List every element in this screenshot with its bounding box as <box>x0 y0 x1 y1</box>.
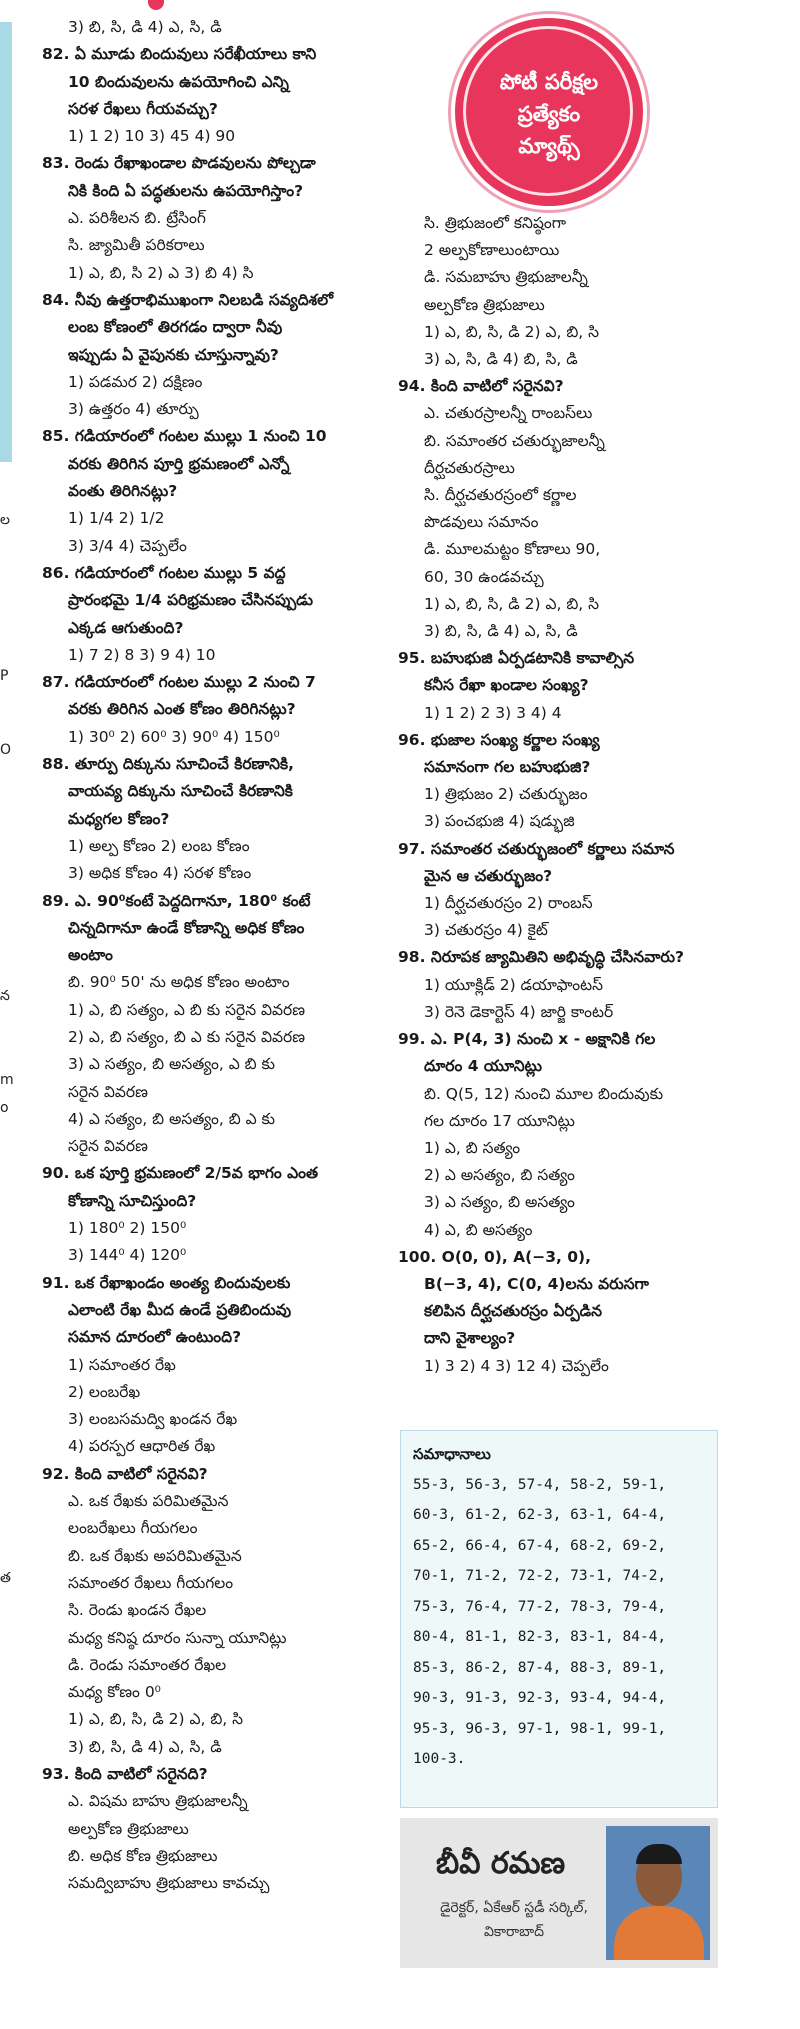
text-line: 3) చతురస్రం 4) కైట్ <box>424 921 548 940</box>
text-line: సి. దీర్ఘచతురస్రంలో కర్ణాల <box>424 486 577 505</box>
text-line: 3) ఎ సత్యం, బి అసత్యం <box>424 1193 575 1212</box>
question-line: దాని వైశాల్యం? <box>424 1329 516 1348</box>
answers-title: సమాధానాలు <box>413 1445 491 1463</box>
text-line: 1) 1 2) 10 3) 45 4) 90 <box>68 127 236 146</box>
question-line: 88. తూర్పు దిక్కును సూచించే కిరణానికి, <box>42 755 294 774</box>
text-line: సరైన వివరణ <box>68 1082 148 1101</box>
question-line: వరకు తిరిగిన ఎంత కోణం తిరిగినట్లు? <box>68 700 296 719</box>
text-line: బి. సమాంతర చతుర్భుజాలన్నీ <box>424 431 605 450</box>
author-photo <box>606 1826 710 1960</box>
question-line: 89. ఎ. 90⁰కంటే పెద్దదిగానూ, 180⁰ కంటే <box>42 891 311 910</box>
text-line: 1) అల్ప కోణం 2) లంబ కోణం <box>68 836 250 855</box>
text-line: 4) పరస్పర ఆధారిత రేఖ <box>68 1437 216 1456</box>
question-line: 95. బహుభుజి ఏర్పడటానికి కావాల్సిన <box>398 649 635 668</box>
answer-row: 75-3, 76-4, 77-2, 78-3, 79-4, <box>413 1598 667 1615</box>
question-line: 87. గడియారంలో గంటల ముల్లు 2 నుంచి 7 <box>42 673 316 692</box>
gutter-fragment: m <box>0 1072 14 1088</box>
question-line: వంతు తిరిగినట్లు? <box>68 482 178 501</box>
badge-line-1: పోటీ పరీక్షల <box>499 70 599 94</box>
question-line: 96. భుజాల సంఖ్య కర్ణాల సంఖ్య <box>398 730 600 749</box>
text-line: బి. ఒక రేఖకు అపరిమితమైన <box>68 1546 242 1565</box>
gutter-fragment: O <box>0 742 12 758</box>
badge-line-2: ప్రత్యేకం <box>517 102 581 126</box>
text-line: 1) ఎ, బి, సి, డి 2) ఎ, బి, సి <box>424 322 600 341</box>
question-line: 86. గడియారంలో గంటల ముల్లు 5 వద్ద <box>42 563 286 582</box>
text-line: గల దూరం 17 యూనిట్లు <box>424 1111 575 1130</box>
gutter-fragment: న <box>0 988 10 1004</box>
left-column <box>42 14 382 1897</box>
question-line: 93. కింది వాటిలో సరైనది? <box>42 1765 208 1783</box>
question-line: 97. సమాంతర చతుర్భుజంలో కర్ణాలు సమాన <box>398 839 675 858</box>
gutter-fragment: ల <box>0 512 10 528</box>
text-line: 1) పడమర 2) దక్షిణం <box>68 372 203 391</box>
text-line: 3) బి, సి, డి 4) ఎ, సి, డి <box>424 622 578 641</box>
text-line: దీర్ఘచతురస్రాలు <box>424 458 515 477</box>
gutter-fragment: P <box>0 668 9 684</box>
question-line: 82. ఏ మూడు బిందువులు సరేఖీయాలు కాని <box>42 45 317 64</box>
text-line: లంబరేఖలు గీయగలం <box>68 1519 198 1538</box>
text-line: 3) బి, సి, డి 4) ఎ, సి, డి <box>68 18 222 36</box>
text-line: 4) ఎ సత్యం, బి అసత్యం, బి ఎ కు <box>68 1109 276 1128</box>
text-line: మధ్య కోణం 0⁰ <box>68 1683 161 1702</box>
text-line: 1) త్రిభుజం 2) చతుర్భుజం <box>424 785 588 804</box>
left-gutter <box>0 0 14 2029</box>
text-line: 3) ఎ, సి, డి 4) బి, సి, డి <box>424 350 578 369</box>
text-line: సి. జ్యామితీ పరికరాలు <box>68 236 205 255</box>
question-line: 98. నిరూపక జ్యామితిని అభివృద్ధి చేసినవారు? <box>398 948 684 967</box>
text-line: ఎ. ఒక రేఖకు పరిమితమైన <box>68 1492 229 1511</box>
answer-row: 90-3, 91-3, 92-3, 93-4, 94-4, <box>413 1690 667 1706</box>
question-line: ఎక్కడ ఆగుతుంది? <box>68 618 184 637</box>
photo-shirt <box>614 1906 704 1960</box>
text-line: 3) లంబసమద్వి ఖండన రేఖ <box>68 1410 238 1429</box>
question-line: 85. గడియారంలో గంటల ముల్లు 1 నుంచి 10 <box>42 427 327 446</box>
text-line: 1) సమాంతర రేఖ <box>68 1355 176 1374</box>
text-line: 1) ఎ, బి సత్యం, ఎ బి కు సరైన వివరణ <box>68 1000 306 1019</box>
question-line: 94. కింది వాటిలో సరైనవి? <box>398 377 564 396</box>
text-line: 1) ఎ, బి, సి, డి 2) ఎ, బి, సి <box>68 1710 244 1729</box>
question-line: ఎలాంటి రేఖ మీద ఉండే ప్రతిబిందువు <box>68 1300 292 1319</box>
text-line: డి. మూలమట్టం కోణాలు 90, <box>424 540 601 559</box>
text-line: సి. త్రిభుజంలో కనిష్ఠంగా <box>424 214 567 232</box>
question-line: అంటాం <box>68 946 113 965</box>
author-designation: డైరెక్టర్, ఏకేఆర్ స్టడీ సర్కిల్, <box>440 1900 588 1916</box>
question-line: సమాన దూరంలో ఉంటుంది? <box>68 1328 242 1347</box>
text-line: 1) దీర్ఘచతురస్రం 2) రాంబస్ <box>424 894 593 913</box>
text-line: సరైన వివరణ <box>68 1137 148 1156</box>
author-name: బీవీ రమణ <box>436 1846 566 1881</box>
text-line: డి. రెండు సమాంతర రేఖల <box>68 1655 227 1674</box>
question-line: 90. ఒక పూర్తి భ్రమణంలో 2/5వ భాగం ఎంత <box>42 1164 319 1183</box>
question-line: కనీస రేఖా ఖండాల సంఖ్య? <box>424 676 589 695</box>
answer-row: 60-3, 61-2, 62-3, 63-1, 64-4, <box>413 1507 667 1523</box>
text-line: 1) ఎ, బి, సి 2) ఎ 3) బి 4) సి <box>68 263 254 282</box>
text-line: బి. అధిక కోణ త్రిభుజాలు <box>68 1846 218 1865</box>
answer-row: 55-3, 56-3, 57-4, 58-2, 59-1, <box>413 1476 667 1493</box>
answer-row: 70-1, 71-2, 72-2, 73-1, 74-2, <box>413 1568 667 1584</box>
answer-row: 85-3, 86-2, 87-4, 88-3, 89-1, <box>413 1659 667 1676</box>
text-line: 3) 3/4 4) చెప్పలేం <box>68 536 187 555</box>
text-line: 3) ఎ సత్యం, బి అసత్యం, ఎ బి కు <box>68 1055 276 1074</box>
question-line: B(−3, 4), C(0, 4)లను వరుసగా <box>424 1274 649 1293</box>
text-line: 1) 30⁰ 2) 60⁰ 3) 90⁰ 4) 150⁰ <box>68 727 280 746</box>
text-line: 1) 3 2) 4 3) 12 4) చెప్పలేం <box>424 1356 609 1375</box>
question-line: ప్రారంభమై 1/4 పరిభ్రమణం చేసినప్పుడు <box>68 591 313 610</box>
text-line: 2) ఎ అసత్యం, బి సత్యం <box>424 1166 575 1185</box>
text-line: 3) రెనె డెకార్టెస్ 4) జార్జి కాంటర్ <box>424 1002 614 1021</box>
text-line: 4) ఎ, బి అసత్యం <box>424 1220 533 1239</box>
answer-row: 65-2, 66-4, 67-4, 68-2, 69-2, <box>413 1537 667 1554</box>
question-line: 83. రెండు రేఖాఖండాల పొడవులను పోల్చడా <box>42 154 316 173</box>
answers-box <box>400 1430 718 1808</box>
text-line: 1) ఎ, బి, సి, డి 2) ఎ, బి, సి <box>424 594 600 613</box>
photo-hair <box>636 1844 682 1864</box>
text-line: డి. సమబాహు త్రిభుజాలన్నీ <box>424 268 588 287</box>
text-line: 3) బి, సి, డి 4) ఎ, సి, డి <box>68 1737 222 1756</box>
text-line: సమాంతర రేఖలు గీయగలం <box>68 1573 234 1592</box>
answer-row: 80-4, 81-1, 82-3, 83-1, 84-4, <box>413 1629 667 1645</box>
question-line: వరకు తిరిగిన పూర్తి భ్రమణంలో ఎన్నో <box>68 454 290 473</box>
author-box <box>400 1818 718 1968</box>
text-line: 1) 1 2) 2 3) 3 4) 4 <box>424 703 562 722</box>
question-line: దూరం 4 యూనిట్లు <box>424 1057 542 1076</box>
text-line: 2 అల్పకోణాలుంటాయి <box>424 241 560 260</box>
question-line: 99. ఎ. P(4, 3) నుంచి x - అక్షానికి గల <box>398 1030 656 1049</box>
text-line: మధ్య కనిష్ఠ దూరం సున్నా యూనిట్లు <box>68 1628 287 1647</box>
top-decoration <box>148 0 164 10</box>
gutter-fragment: o <box>0 1100 9 1116</box>
text-line: ఎ. విషమ బాహు త్రిభుజాలన్నీ <box>68 1792 248 1811</box>
question-line: కలిపిన దీర్ఘచతురస్రం ఏర్పడిన <box>424 1302 602 1321</box>
section-badge <box>455 18 643 206</box>
question-line: వాయవ్య దిక్కును సూచించే కిరణానికి <box>68 782 293 801</box>
question-line: మధ్యగల కోణం? <box>68 809 170 828</box>
text-line: అల్పకోణ త్రిభుజాలు <box>424 295 545 314</box>
question-line: 10 బిందువులను ఉపయోగించి ఎన్ని <box>68 72 289 91</box>
text-line: 2) లంబరేఖ <box>68 1382 141 1401</box>
question-line: కోణాన్ని సూచిస్తుంది? <box>68 1191 197 1210</box>
text-line: 1) యూక్లిడ్ 2) డయాఫాంటస్ <box>424 975 603 994</box>
text-line: ఎ. పరిశీలన బి. ట్రేసింగ్ <box>68 209 206 228</box>
right-column <box>398 210 728 1380</box>
question-line: 91. ఒక రేఖాఖండం అంత్య బిందువులకు <box>42 1273 291 1292</box>
text-line: 3) అధిక కోణం 4) సరళ కోణం <box>68 864 252 883</box>
question-line: చిన్నదిగానూ ఉండే కోణాన్ని అధిక కోణం <box>68 918 305 937</box>
gutter-color-bar <box>0 22 12 462</box>
question-line: ఇప్పుడు ఏ వైపునకు చూస్తున్నావు? <box>68 345 279 364</box>
text-line: 1) ఎ, బి సత్యం <box>424 1138 521 1157</box>
text-line: 3) 144⁰ 4) 120⁰ <box>68 1246 187 1265</box>
text-line: సి. రెండు ఖండన రేఖల <box>68 1601 207 1620</box>
text-line: 1) 7 2) 8 3) 9 4) 10 <box>68 645 216 664</box>
question-line: సరళ రేఖలు గీయవచ్చు? <box>68 99 218 118</box>
text-line: 3) ఉత్తరం 4) తూర్పు <box>68 400 199 419</box>
text-line: ఎ. చతురస్రాలన్నీ రాంబస్‌లు <box>424 404 593 423</box>
question-line: నికి కింది ఏ పద్ధతులను ఉపయోగిస్తాం? <box>68 181 304 200</box>
question-line: లంబ కోణంలో తిరగడం ద్వారా నీవు <box>68 318 283 337</box>
text-line: 1) 180⁰ 2) 150⁰ <box>68 1219 187 1238</box>
text-line: పొడవులు సమానం <box>424 513 539 532</box>
text-line: బి. Q(5, 12) నుంచి మూల బిందువుకు <box>424 1084 664 1103</box>
answer-row: 95-3, 96-3, 97-1, 98-1, 99-1, <box>413 1720 667 1737</box>
text-line: బి. 90⁰ 50' ను అధిక కోణం అంటాం <box>68 973 290 992</box>
answer-row: 100-3. <box>413 1751 466 1767</box>
question-line: 100. O(0, 0), A(−3, 0), <box>398 1247 592 1266</box>
question-line: సమానంగా గల బహుభుజి? <box>424 758 591 777</box>
text-line: 60, 30 ఉండవచ్చు <box>424 567 544 586</box>
question-line: 92. కింది వాటిలో సరైనవి? <box>42 1464 208 1483</box>
text-line: 3) పంచభుజి 4) షడ్భుజి <box>424 812 575 831</box>
author-place: వికారాబాద్ <box>483 1924 545 1940</box>
text-line: 1) 1/4 2) 1/2 <box>68 509 165 528</box>
text-line: 2) ఎ, బి సత్యం, బి ఎ కు సరైన వివరణ <box>68 1027 306 1046</box>
question-line: 84. నీవు ఉత్తరాభిముఖంగా నిలబడి సవ్యదిశలో <box>42 290 334 309</box>
gutter-fragment: త <box>0 1570 11 1586</box>
text-line: సమద్విబాహు త్రిభుజాలు కావచ్చు <box>68 1874 270 1893</box>
question-line: మైన ఆ చతుర్భుజం? <box>424 866 553 885</box>
badge-line-3: మ్యాథ్స్ <box>518 134 580 158</box>
text-line: అల్పకోణ త్రిభుజాలు <box>68 1819 189 1838</box>
